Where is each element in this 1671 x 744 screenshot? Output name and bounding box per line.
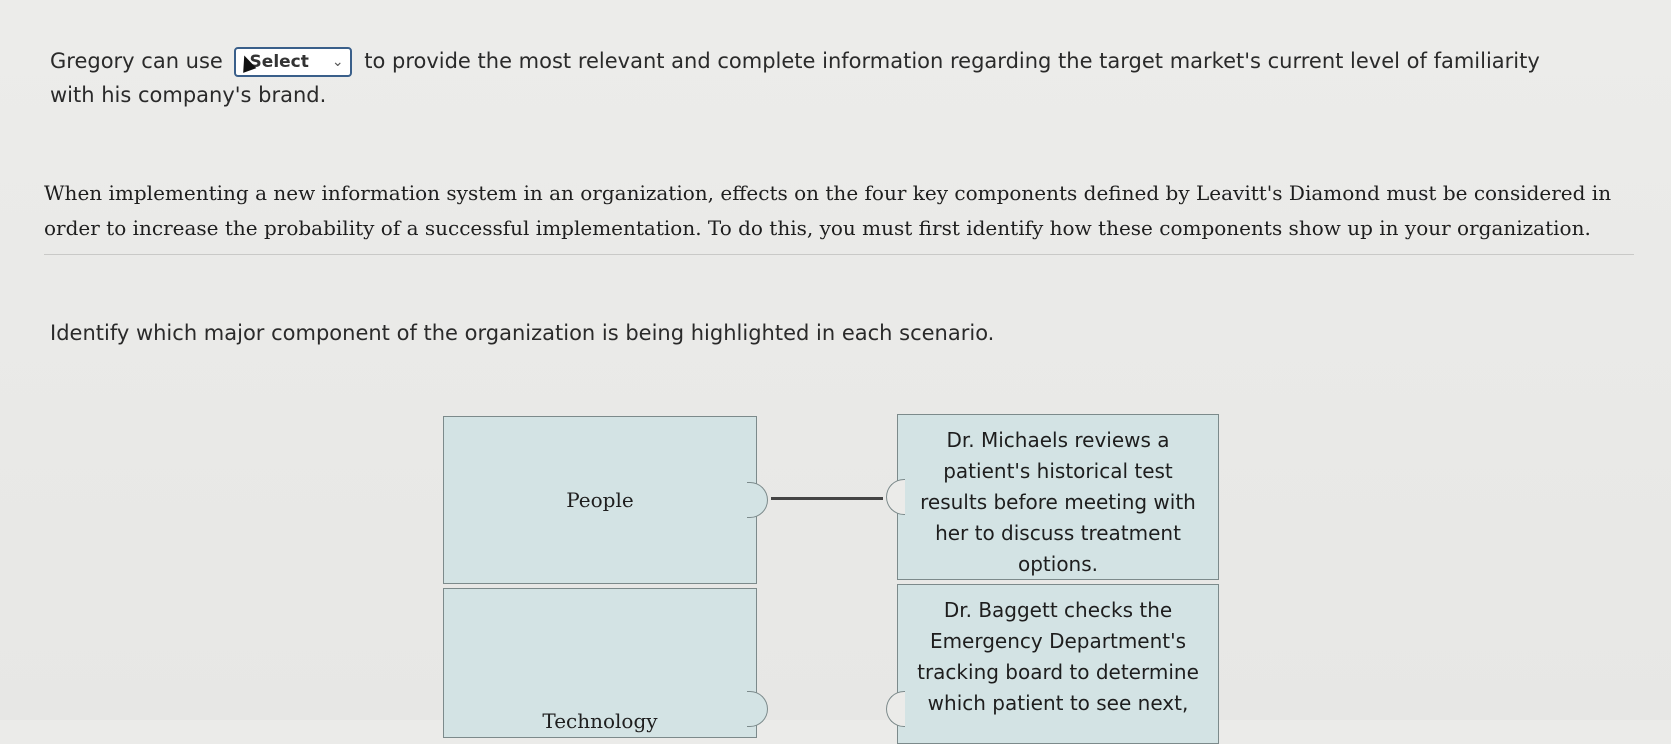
- component-card-people[interactable]: [443, 416, 757, 584]
- connector-socket[interactable]: [886, 479, 905, 515]
- scenario-text: Dr. Michaels reviews a patient's historical test results before meeting with her to discuss treatment options.: [920, 428, 1196, 576]
- component-card-technology[interactable]: [443, 588, 757, 738]
- question-1: [50, 44, 1590, 112]
- divider: [44, 254, 1634, 255]
- select-value: Select: [249, 52, 309, 72]
- component-label: People: [566, 488, 634, 512]
- question-1-before: Gregory can use: [50, 49, 223, 73]
- match-connector-line: [771, 497, 883, 500]
- scenario-card-1[interactable]: [897, 414, 1219, 580]
- component-label: Technology: [542, 709, 658, 733]
- scenario-text: Dr. Baggett checks the Emergency Department's tracking board to determine which patient to see next,: [917, 598, 1199, 715]
- connector-socket[interactable]: [886, 691, 905, 727]
- instructions-paragraph: When implementing a new information system in an organization, effects on the four key components defined by Leavitt's Diamond must be considered in order to increase the probability of a successful implementation. To do this, you must first identify how these components show up in your organization.: [44, 181, 1612, 240]
- matching-prompt: Identify which major component of the organization is being highlighted in each scenario.: [50, 321, 995, 345]
- connector-tab[interactable]: [747, 482, 768, 518]
- scenario-card-2[interactable]: [897, 584, 1219, 744]
- connector-tab[interactable]: [747, 691, 768, 727]
- question-1-after: to provide the most relevant and complete information regarding the target market's current level of familiarity with his company's brand.: [50, 49, 1540, 107]
- answer-select-dropdown[interactable]: [234, 47, 352, 77]
- chevron-down-icon: ⌄: [331, 54, 344, 70]
